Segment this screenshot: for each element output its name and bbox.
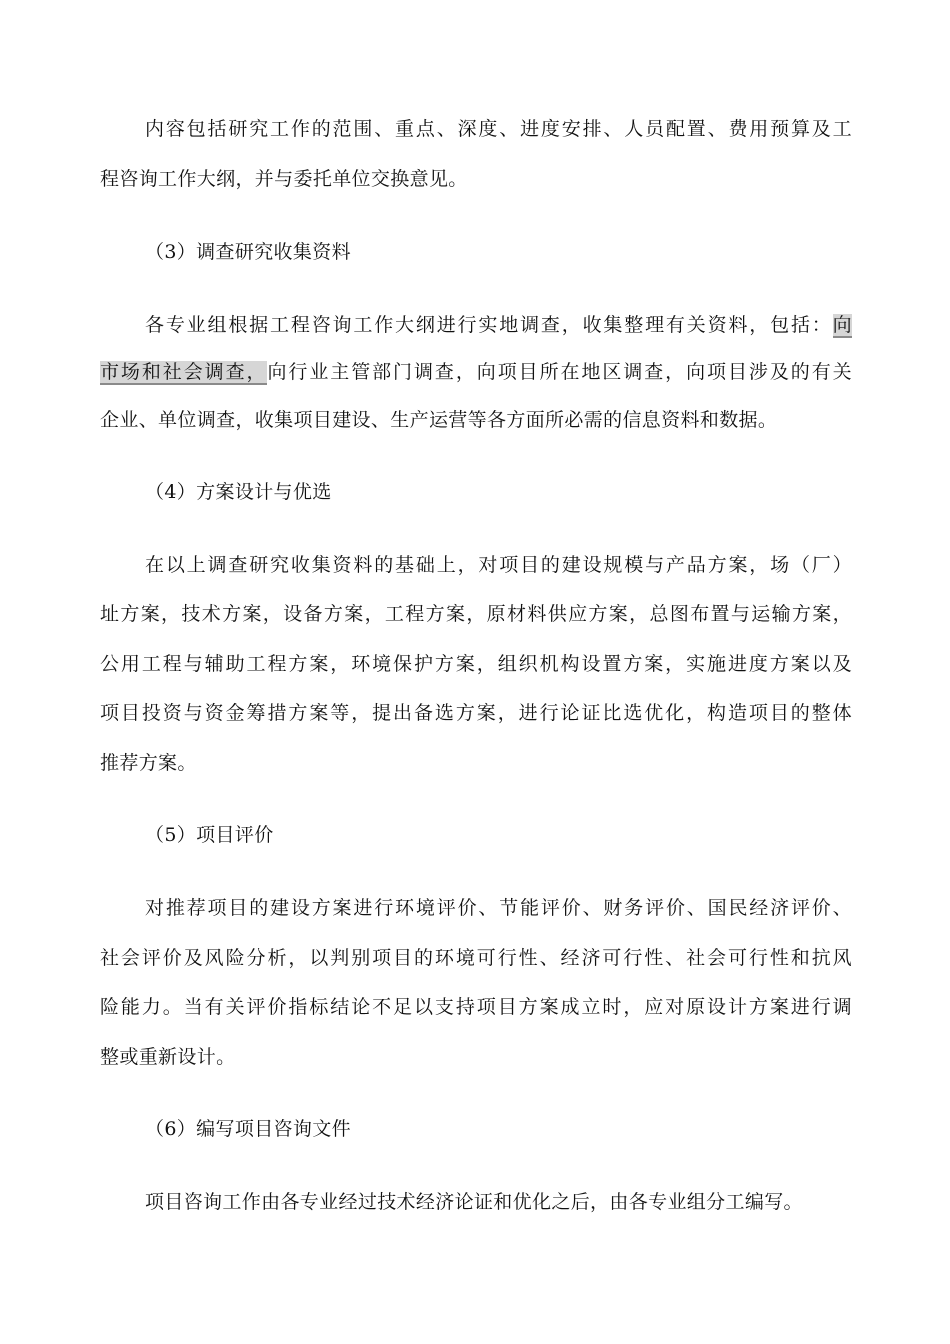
paragraph-line: 社会评价及风险分析，以判别项目的环境可行性、经济可行性、社会可行性和抗风	[100, 947, 852, 969]
paragraph-line: 对推荐项目的建设方案进行环境评价、节能评价、财务评价、国民经济评价、	[145, 897, 852, 919]
text-selection-highlight[interactable]: 市场和社会调查，	[100, 361, 268, 383]
paragraph-line: 在以上调查研究收集资料的基础上，对项目的建设规模与产品方案，场（厂）	[145, 554, 852, 576]
paragraph-line: 整或重新设计。	[100, 1046, 236, 1068]
paragraph-line: 址方案，技术方案，设备方案，工程方案，原材料供应方案，总图布置与运输方案，	[100, 603, 852, 625]
paragraph-line: 项目投资与资金筹措方案等，提出备选方案，进行论证比选优化，构造项目的整体	[100, 702, 852, 724]
paragraph-line: 险能力。当有关评价指标结论不足以支持项目方案成立时，应对原设计方案进行调	[100, 996, 852, 1018]
section-heading-4: （4）方案设计与优选	[145, 481, 332, 503]
paragraph-line: 推荐方案。	[100, 752, 197, 774]
section-heading-5: （5）项目评价	[145, 824, 274, 846]
paragraph-line: 内容包括研究工作的范围、重点、深度、进度安排、人员配置、费用预算及工	[145, 118, 852, 140]
text-selection-highlight[interactable]: 向	[832, 314, 852, 336]
paragraph-line	[145, 310, 852, 340]
section-heading-6: （6）编写项目咨询文件	[145, 1118, 351, 1140]
paragraph-line: 项目咨询工作由各专业经过技术经济论证和优化之后，由各专业组分工编写。	[145, 1191, 803, 1213]
paragraph-line: 公用工程与辅助工程方案，环境保护方案，组织机构设置方案，实施进度方案以及	[100, 653, 852, 675]
paragraph-text: 各专业组根据工程咨询工作大纲进行实地调查，收集整理有关资料，包括：	[145, 314, 833, 336]
section-heading-3: （3）调查研究收集资料	[145, 241, 351, 263]
paragraph-text: 向行业主管部门调查，向项目所在地区调查，向项目涉及的有关	[267, 361, 852, 383]
paragraph-line: 企业、单位调查，收集项目建设、生产运营等各方面所必需的信息资料和数据。	[100, 409, 778, 431]
paragraph-line	[100, 357, 852, 387]
paragraph-line: 程咨询工作大纲，并与委托单位交换意见。	[100, 168, 468, 190]
